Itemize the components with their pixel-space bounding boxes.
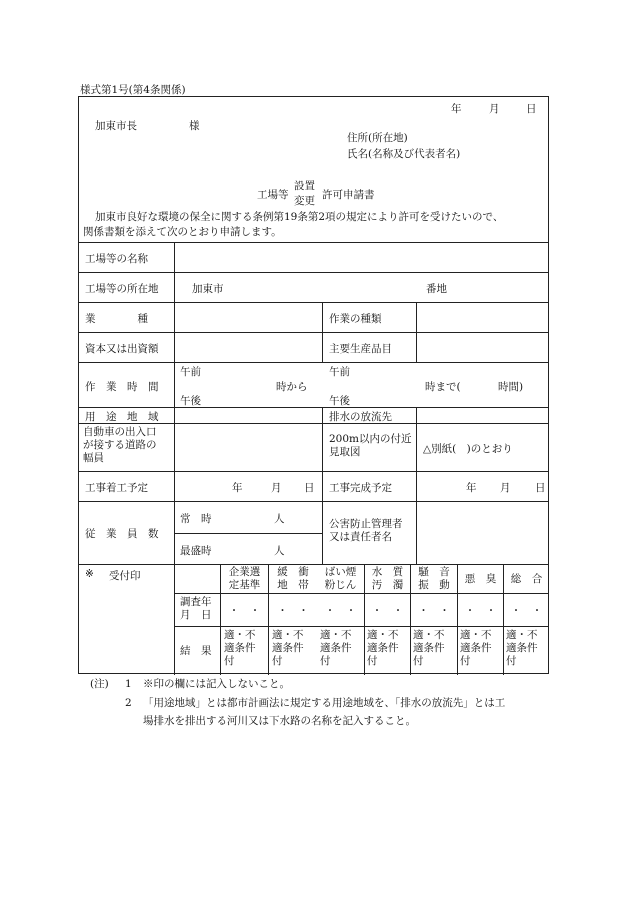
survey-date-dots: ・ ・	[277, 605, 309, 617]
form-number: 様式第1号(第4条関係)	[80, 84, 186, 96]
survey-date-dots: ・ ・	[371, 605, 404, 617]
note-1-number: 1	[125, 678, 132, 690]
start-pm: 午後	[180, 395, 201, 407]
road-width-label: 自動車の出入口 が接する道路の 幅員	[83, 426, 157, 464]
note-2-line-1: 「用途地域」とは都市計画法に規定する用途地域を、「排水の放流先」とは工	[143, 697, 506, 709]
result-cell: 適・不 適条件 付	[367, 629, 399, 667]
until-label: 時まで(	[425, 381, 461, 393]
result-cell: 適・不 適条件 付	[224, 629, 256, 667]
date-day: 日	[526, 103, 537, 115]
title-option-install: 設置	[294, 180, 315, 192]
result-cell: 適・不 適条件 付	[506, 629, 538, 667]
banchi-label: 番地	[426, 283, 447, 295]
regular-label: 常 時	[180, 513, 212, 525]
manager-label: 公害防止管理者 又は責任者名	[329, 518, 403, 543]
addressee-honorific: 様	[189, 120, 200, 132]
note-2-number: 2	[125, 697, 132, 709]
capital-label: 資本又は出資額	[85, 343, 159, 355]
header-smoke-dust: ばい煙 粉じん	[324, 566, 357, 591]
survey-date-dots: ・ ・	[228, 605, 261, 617]
end-am: 午前	[329, 366, 350, 378]
hours-label: 時間)	[498, 381, 524, 393]
business-type-label: 業 種	[85, 313, 148, 325]
result-label: 結 果	[180, 645, 212, 657]
result-cell: 適・不 適条件 付	[413, 629, 445, 667]
result-cell: 適・不 適条件 付	[272, 629, 304, 667]
factory-name-label: 工場等の名称	[85, 253, 148, 265]
survey-date-dots: ・ ・	[464, 605, 497, 617]
construction-start-label: 工事着工予定	[85, 482, 148, 494]
separate-sheet-note: △別紙( )のとおり	[423, 443, 513, 455]
start-am: 午前	[180, 366, 201, 378]
employees-label: 従 業 員 数	[85, 528, 159, 540]
factory-location-label: 工場等の所在地	[85, 283, 159, 295]
intro-line-2: 関係書類を添えて次のとおり申請します。	[83, 226, 282, 238]
reception-label: 受付印	[109, 570, 141, 582]
header-buffer-zone: 緩 衝 地 帯	[277, 566, 309, 591]
peak-label: 最盛時	[180, 545, 212, 557]
vicinity-map-label: 200m以内の付近 見取図	[329, 433, 412, 458]
intro-line-1: 加東市良好な環境の保全に関する条例第19条第2項の規定により許可を受けたいので、	[95, 211, 504, 223]
end-pm: 午後	[329, 395, 350, 407]
note-2-line-2: 場排水を排出する河川又は下水路の名称を記入すること。	[143, 715, 416, 727]
start-day: 日	[304, 482, 315, 494]
header-water-pollution: 水 質 汚 濁	[371, 566, 404, 591]
application-form	[78, 96, 549, 674]
note-1: ※印の欄には記入しないこと。	[143, 678, 290, 690]
construction-end-label: 工事完成予定	[329, 482, 392, 494]
result-cell: 適・不 適条件 付	[320, 629, 352, 667]
start-year: 年	[232, 482, 243, 494]
address-label: 住所(所在地)	[347, 132, 408, 144]
title-suffix: 許可申請書	[322, 189, 375, 201]
header-noise-vibration: 騒 音 振 動	[418, 566, 450, 591]
header-odor: 悪 臭	[464, 573, 497, 585]
work-hours-label: 作 業 時 間	[85, 381, 159, 393]
header-overall: 総 合	[510, 573, 543, 585]
date-year: 年	[451, 103, 462, 115]
peak-person: 人	[274, 545, 285, 557]
work-type-label: 作業の種類	[329, 313, 382, 325]
title-option-change: 変更	[294, 195, 315, 207]
end-year: 年	[466, 482, 477, 494]
start-month: 月	[271, 482, 282, 494]
result-cell: 適・不 適条件 付	[460, 629, 492, 667]
survey-date-dots: ・ ・	[418, 605, 450, 617]
drainage-label: 排水の放流先	[329, 411, 392, 423]
regular-person: 人	[274, 513, 285, 525]
reception-mark: ※	[85, 568, 94, 580]
name-label: 氏名(名称及び代表者名)	[347, 148, 461, 160]
zoning-label: 用 途 地 域	[85, 411, 159, 423]
title-prefix: 工場等	[257, 189, 289, 201]
addressee: 加東市長	[95, 120, 137, 132]
main-products-label: 主要生産品目	[329, 343, 392, 355]
header-site-criteria: 企業選 定基準	[228, 566, 261, 591]
date-month: 月	[489, 103, 500, 115]
from-label: 時から	[276, 381, 308, 393]
city-name: 加東市	[192, 283, 224, 295]
survey-date-dots: ・ ・	[324, 605, 357, 617]
end-month: 月	[500, 482, 511, 494]
survey-date-label: 調査年 月 日	[180, 596, 212, 621]
survey-date-dots: ・ ・	[510, 605, 543, 617]
end-day: 日	[535, 482, 546, 494]
notes-label: (注)	[90, 678, 109, 690]
